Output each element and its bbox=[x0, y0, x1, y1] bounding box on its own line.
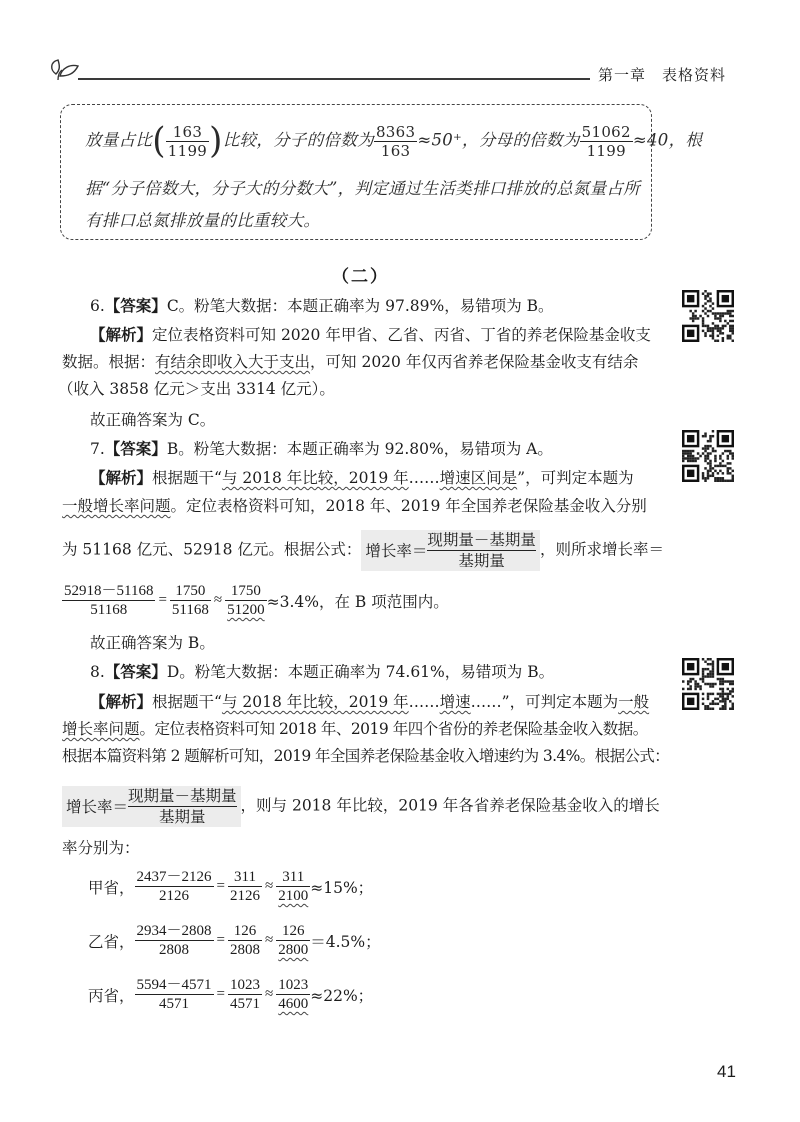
note-box bbox=[60, 104, 703, 240]
formula-numerator: 现期量－基期量 bbox=[128, 787, 237, 805]
answer-text: D。粉笔大数据：本题正确率为 74.61%，易错项为 B。 bbox=[166, 663, 555, 681]
calc-tail: ＝4.5%； bbox=[310, 932, 381, 951]
fraction bbox=[135, 976, 214, 1013]
fraction bbox=[225, 582, 267, 619]
note-text: 放量占比 bbox=[85, 130, 153, 150]
fraction bbox=[135, 868, 214, 905]
fraction-denominator: 1199 bbox=[586, 141, 626, 160]
province-growth-row bbox=[88, 922, 381, 959]
q7-explain-line-2 bbox=[62, 496, 647, 516]
calc-tail: ≈22%； bbox=[310, 986, 374, 1005]
chapter-label: 第一章 表格资料 bbox=[598, 66, 727, 84]
fraction bbox=[580, 123, 633, 160]
fraction bbox=[166, 123, 209, 160]
calc-tail: ≈3.4%，在 B 项范围内。 bbox=[266, 592, 449, 611]
note-text: ≈40，根 bbox=[632, 130, 703, 150]
wavy-underlined-text: 与 2018 年比较，2019 年 bbox=[221, 469, 409, 487]
fraction-denominator: 2100 bbox=[278, 888, 309, 904]
fraction-denominator: 4571 bbox=[230, 996, 260, 1012]
explain-text: 。定位表格资料可知 2018 年、2019 年四个省份的养老保险基金收入数据。 bbox=[139, 720, 648, 738]
explain-text: ……”，可判定本题为 bbox=[470, 693, 619, 711]
answer-text: C。粉笔大数据：本题正确率为 97.89%，易错项为 B。 bbox=[166, 297, 554, 315]
answer-tag: 【答案】 bbox=[104, 296, 167, 315]
wavy-underlined-text: 与 2018 年比较，2019 年 bbox=[221, 693, 409, 711]
q7-explain-line-1 bbox=[90, 468, 634, 488]
calc-tail: ≈15%； bbox=[310, 878, 374, 897]
fraction-denominator: 2800 bbox=[278, 942, 309, 958]
fraction-numerator: 8363 bbox=[375, 122, 416, 141]
q8-explain-line-3: 根据本篇资料第 2 题解析可知，2019 年全国养老保险基金收入增速约为 3.4%。根据公式： bbox=[62, 747, 670, 765]
explain-text: ，则与 2018 年比较，2019 年各省养老保险基金收入的增长 bbox=[240, 796, 660, 815]
province-label: 乙省， bbox=[88, 932, 135, 951]
fraction-numerator: 2934－2808 bbox=[136, 923, 212, 939]
equals-sign: = bbox=[216, 878, 225, 894]
fraction-denominator: 163 bbox=[380, 141, 411, 160]
formula-numerator: 现期量－基期量 bbox=[427, 531, 536, 549]
note-text: 比较，分子的倍数为 bbox=[222, 130, 374, 150]
wavy-underlined-text: 一般 bbox=[618, 693, 650, 711]
explain-text: 数据。根据： bbox=[62, 353, 156, 371]
fraction-numerator: 1023 bbox=[278, 977, 309, 993]
qr-code-icon[interactable] bbox=[682, 290, 734, 342]
explain-tag: 【解析】 bbox=[90, 325, 153, 344]
fraction bbox=[170, 582, 211, 619]
fraction bbox=[276, 868, 310, 905]
fraction-numerator: 163 bbox=[166, 123, 209, 142]
fraction-denominator: 51168 bbox=[90, 602, 128, 618]
q8-explain-line-5: 率分别为： bbox=[62, 839, 140, 857]
qr-code-icon[interactable] bbox=[682, 658, 734, 710]
fraction bbox=[228, 922, 262, 959]
explain-text: ”，可判定本题为 bbox=[517, 469, 634, 487]
explain-text: 为 51168 亿元、52918 亿元。根据公式： bbox=[62, 540, 362, 559]
explain-text: 定位表格资料可知 2020 年甲省、乙省、丙省、丁省的养老保险基金收支 bbox=[152, 326, 651, 344]
fraction-numerator: 51062 bbox=[581, 122, 631, 141]
fraction-numerator: 52918－51168 bbox=[64, 583, 154, 599]
fraction-denominator: 1199 bbox=[167, 141, 208, 160]
wavy-underlined-text: 一般增长率问题 bbox=[62, 497, 171, 515]
equals-sign: = bbox=[216, 932, 225, 948]
formula-denominator: 基期量 bbox=[458, 552, 505, 570]
q8-explain-line-4 bbox=[62, 786, 660, 827]
wavy-underlined-text: 增长率问题 bbox=[62, 720, 140, 738]
growth-rate-formula bbox=[361, 530, 540, 571]
fraction-numerator: 2437－2126 bbox=[136, 869, 212, 885]
fraction bbox=[276, 976, 310, 1013]
q8-explain-line-2 bbox=[62, 719, 648, 739]
fraction-denominator: 4571 bbox=[159, 996, 190, 1012]
q6-explain-line-3: （收入 3858 亿元＞支出 3314 亿元）。 bbox=[58, 380, 335, 398]
fraction bbox=[228, 976, 262, 1013]
right-paren: ) bbox=[209, 120, 223, 162]
equals-sign: = bbox=[216, 986, 225, 1002]
q6-answer-line: 6.【答案】C。粉笔大数据：本题正确率为 97.89%，易错项为 B。 bbox=[90, 296, 554, 315]
fraction-denominator: 2126 bbox=[159, 888, 190, 904]
page-number: 41 bbox=[717, 1062, 736, 1081]
q7-calculation: $\frac{52918-51168}{51168}$ = $\frac{1750}{51168}$ ≈ $\frac{1750}{51200}$ ≈3.4%，在 B 项范围内。 bbox=[64, 583, 449, 618]
fraction-numerator: 1023 bbox=[230, 977, 260, 993]
fraction-denominator: 51200 bbox=[227, 602, 265, 618]
q6-conclusion: 故正确答案为 C。 bbox=[90, 411, 216, 429]
fraction bbox=[135, 922, 214, 959]
approx-sign: ≈ bbox=[265, 986, 274, 1002]
explain-tag: 【解析】 bbox=[90, 692, 153, 711]
answer-text: B。粉笔大数据：本题正确率为 92.80%，易错项为 A。 bbox=[166, 440, 553, 458]
explain-text: …… bbox=[408, 693, 440, 711]
fraction-numerator: 311 bbox=[228, 868, 262, 887]
qr-code-icon[interactable] bbox=[682, 430, 734, 482]
province-label: 丙省， bbox=[88, 986, 135, 1005]
header-rule bbox=[78, 78, 590, 80]
explain-text: …… bbox=[408, 469, 440, 487]
wavy-underlined-text: 增速 bbox=[439, 693, 471, 711]
q7-conclusion: 故正确答案为 B。 bbox=[90, 634, 215, 652]
formula-lhs: 增长率＝ bbox=[66, 797, 129, 816]
q6-explain-line-2 bbox=[62, 352, 638, 372]
province-growth-row bbox=[88, 976, 373, 1013]
fraction-denominator: 4600 bbox=[278, 996, 309, 1012]
section-title: （二） bbox=[332, 267, 389, 287]
explain-tag: 【解析】 bbox=[90, 468, 153, 487]
fraction-denominator: 51168 bbox=[171, 602, 209, 618]
fraction-numerator: 5594－4571 bbox=[136, 977, 212, 993]
answer-tag: 【答案】 bbox=[104, 662, 167, 681]
note-text: ≈50⁺，分母的倍数为 bbox=[417, 130, 580, 150]
wavy-underlined-text: 有结余即收入大于支出 bbox=[155, 353, 311, 371]
fraction-numerator: 1750 bbox=[170, 582, 211, 601]
formula-lhs: 增长率＝ bbox=[365, 541, 428, 560]
wavy-underlined-text: 增速区间是 bbox=[439, 469, 518, 487]
explain-text: ，可知 2020 年仅丙省养老保险基金收支有结余 bbox=[310, 353, 639, 371]
province-label: 甲省， bbox=[88, 878, 135, 897]
explain-text: 。定位表格资料可知，2018 年、2019 年全国养老保险基金收入分别 bbox=[170, 497, 647, 515]
province-growth-row bbox=[88, 868, 373, 905]
fraction-numerator: 126 bbox=[276, 922, 310, 941]
note-line-2: 据“分子倍数大，分子大的分数大”，判定通过生活类排口排放的总氮量占所 bbox=[85, 179, 641, 198]
fraction bbox=[374, 123, 417, 160]
fraction-numerator: 126 bbox=[228, 922, 262, 941]
left-paren: ( bbox=[152, 120, 166, 162]
fraction-denominator: 2808 bbox=[159, 942, 190, 958]
fraction-numerator: 311 bbox=[276, 868, 310, 887]
answer-tag: 【答案】 bbox=[104, 439, 167, 458]
note-line-3: 有排口总氮排放量的比重较大。 bbox=[85, 211, 321, 230]
approx-sign: ≈ bbox=[265, 878, 274, 894]
q6-explain-line-1 bbox=[90, 325, 651, 345]
fraction bbox=[276, 922, 310, 959]
approx-sign: ≈ bbox=[265, 932, 274, 948]
note-line-1 bbox=[85, 121, 702, 161]
explain-text: ，则所求增长率＝ bbox=[539, 540, 664, 559]
fraction bbox=[62, 582, 155, 619]
formula-denominator: 基期量 bbox=[159, 808, 206, 826]
fraction bbox=[228, 868, 262, 905]
explain-text: 根据题干“ bbox=[152, 693, 222, 711]
q7-answer-line bbox=[90, 439, 553, 459]
growth-rate-formula bbox=[62, 786, 241, 827]
question-number: 8. bbox=[90, 663, 105, 681]
fraction-numerator: 1750 bbox=[225, 582, 267, 601]
fraction-denominator: 2126 bbox=[230, 888, 260, 904]
q8-answer-line bbox=[90, 662, 554, 682]
question-number: 7. bbox=[90, 440, 105, 458]
fraction-denominator: 2808 bbox=[230, 942, 260, 958]
explain-text: 根据题干“ bbox=[152, 469, 222, 487]
q8-explain-line-1 bbox=[90, 692, 649, 712]
leaf-icon bbox=[48, 56, 82, 82]
q7-explain-line-3 bbox=[62, 530, 664, 571]
